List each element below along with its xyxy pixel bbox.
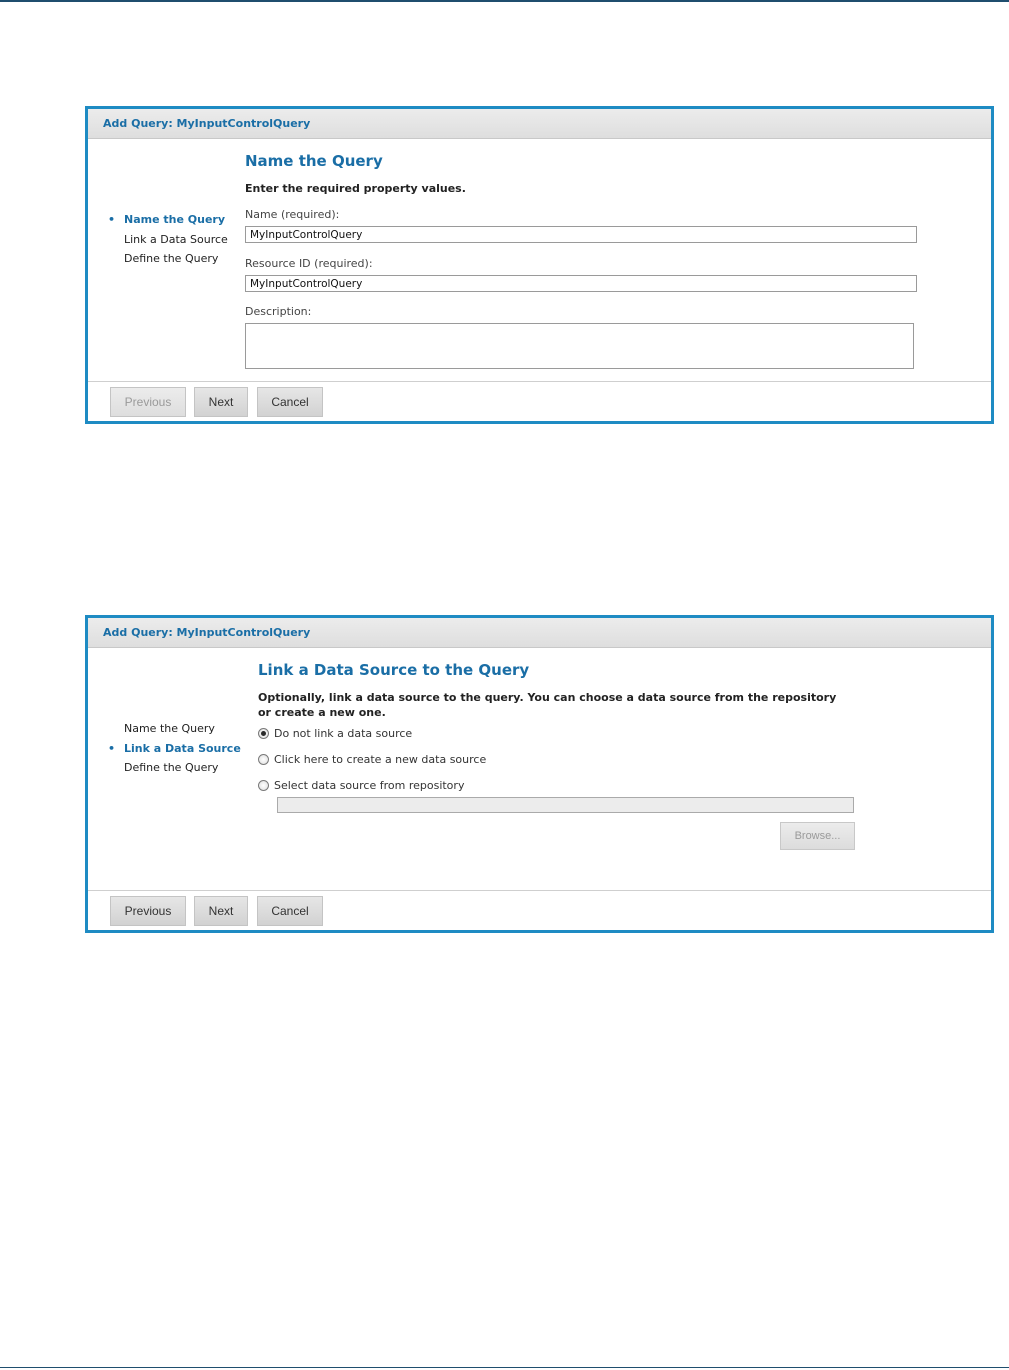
previous-button[interactable]: Previous [110,896,186,926]
step-name-the-query[interactable] [108,719,241,739]
wizard-steps [108,210,228,269]
dialog-title-bar: Add Query: MyInputControlQuery [88,618,991,648]
radio-unchecked-icon[interactable] [258,780,269,791]
resource-id-label: Resource ID (required): [245,257,373,270]
instruction-text: Enter the required property values. [245,182,466,195]
instruction-text [258,690,898,720]
radio-select-from-repository[interactable] [258,779,464,792]
instruction-line: or create a new one. [258,706,386,719]
instruction-line: Optionally, link a data source to the query. You can choose a data source from the repository [258,691,837,704]
active-step-bullet-icon: • [108,213,116,226]
dialog-footer [88,381,991,421]
step-label: Link a Data Source [124,232,228,246]
step-link-data-source[interactable] [108,230,228,250]
radio-checked-icon[interactable] [258,728,269,739]
cancel-button[interactable]: Cancel [257,896,323,926]
dialog-footer [88,890,991,930]
wizard-steps [108,719,241,778]
radio-unchecked-icon[interactable] [258,754,269,765]
next-button[interactable]: Next [194,896,248,926]
radio-label: Select data source from repository [274,779,465,792]
radio-no-data-source[interactable] [258,727,412,740]
page-title: Link a Data Source to the Query [258,661,530,679]
step-label: Define the Query [124,761,219,774]
add-query-dialog-step1 [85,106,994,424]
next-button[interactable]: Next [194,387,248,417]
description-label: Description: [245,305,312,318]
step-label: Define the Query [124,252,219,265]
active-step-bullet-icon: • [108,741,116,755]
page-bottom-rule [0,1367,1009,1368]
description-field[interactable] [245,323,914,369]
step-label: Name the Query [124,722,215,735]
dialog-title-bar: Add Query: MyInputControlQuery [88,109,991,139]
previous-button[interactable]: Previous [110,387,186,417]
cancel-button[interactable]: Cancel [257,387,323,417]
page-title: Name the Query [245,152,383,170]
browse-button[interactable]: Browse... [780,822,855,850]
radio-create-new-data-source[interactable] [258,753,486,766]
step-content [245,152,925,369]
step-name-the-query[interactable] [108,210,228,230]
repository-path-input[interactable] [277,797,854,813]
step-content [258,661,898,720]
add-query-dialog-step2 [85,615,994,933]
radio-label: Do not link a data source [274,727,413,740]
resource-id-field[interactable] [245,275,917,292]
step-label: Name the Query [124,213,225,226]
step-label: Link a Data Source [124,741,241,755]
radio-label: Click here to create a new data source [274,753,487,766]
name-field[interactable] [245,226,917,243]
step-link-data-source[interactable] [108,739,241,759]
name-label: Name (required): [245,208,340,221]
step-define-the-query[interactable] [108,758,241,778]
page-top-rule [0,0,1009,2]
step-define-the-query[interactable] [108,249,228,269]
